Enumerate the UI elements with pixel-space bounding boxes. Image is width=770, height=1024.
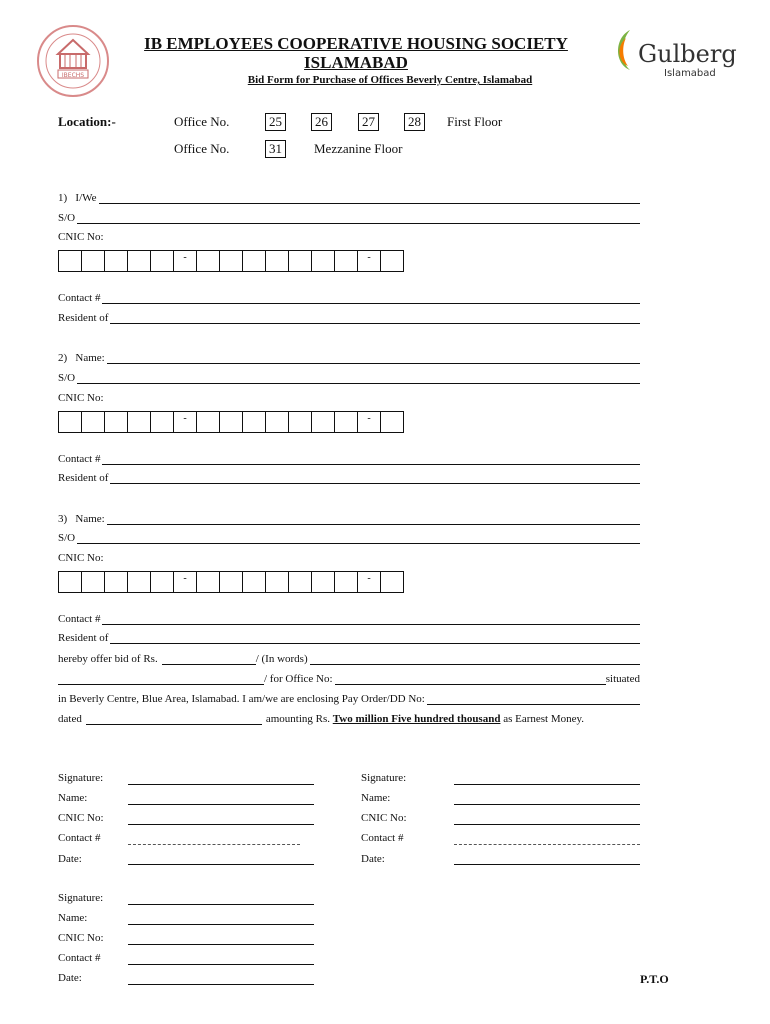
sig-1-date-field[interactable] bbox=[128, 863, 314, 865]
sig-3-date-field[interactable] bbox=[128, 983, 314, 985]
earnest-amount: Two million Five hundred thousand bbox=[332, 713, 501, 725]
bidder-2-cnic-label: CNIC No: bbox=[58, 392, 104, 404]
sig-3-date-label: Date: bbox=[58, 972, 82, 984]
bid-amount-field[interactable] bbox=[162, 654, 256, 665]
bidder-2-contact-field[interactable]: Contact # bbox=[58, 453, 640, 465]
sig-1-contact-field[interactable] bbox=[128, 843, 300, 845]
sig-3-cnic-label: CNIC No: bbox=[58, 932, 104, 944]
bidder-2-resident-field[interactable]: Resident of bbox=[58, 472, 640, 484]
bidder-3-resident-field[interactable]: Resident of bbox=[58, 632, 640, 644]
office-no-label: Office No. bbox=[174, 114, 230, 129]
sig-2-label: Signature: bbox=[361, 772, 407, 784]
sig-3-label: Signature: bbox=[58, 892, 104, 904]
sig-3-signature-field[interactable] bbox=[128, 903, 314, 905]
bidder-1-cnic-label: CNIC No: bbox=[58, 231, 104, 243]
location-label: Location:- bbox=[58, 114, 116, 129]
sig-3-cnic-field[interactable] bbox=[128, 943, 314, 945]
svg-text:IBECHS: IBECHS bbox=[61, 72, 85, 79]
page-turn-over: P.T.O bbox=[640, 972, 669, 986]
bidder-3-cnic-label: CNIC No: bbox=[58, 552, 104, 564]
bidder-1-contact-field[interactable]: Contact # bbox=[58, 292, 640, 304]
sig-2-cnic-label: CNIC No: bbox=[361, 812, 407, 824]
form-subtitle: Bid Form for Purchase of Offices Beverly Centre, Islamabad bbox=[247, 74, 533, 86]
office-box-28[interactable]: 28 bbox=[404, 113, 425, 131]
sig-2-name-field[interactable] bbox=[454, 803, 640, 805]
sig-2-contact-label: Contact # bbox=[361, 832, 404, 844]
bidder-2-so-field[interactable]: S/O bbox=[58, 372, 640, 384]
sig-2-date-label: Date: bbox=[361, 853, 385, 865]
sig-2-cnic-field[interactable] bbox=[454, 823, 640, 825]
bidder-3-so-field[interactable]: S/O bbox=[58, 532, 640, 544]
sig-1-name-label: Name: bbox=[58, 792, 88, 804]
sig-3-contact-field[interactable] bbox=[128, 963, 314, 965]
offer-line-4: dated amounting Rs. Two million Five hundred thousand as Earnest Money. bbox=[58, 713, 585, 725]
first-floor-label: First Floor bbox=[447, 114, 503, 129]
dated-field[interactable] bbox=[86, 714, 262, 725]
bidder-1-name-field[interactable]: 1) I/We bbox=[58, 192, 640, 204]
offer-line-2: / for Office No: situated bbox=[58, 673, 640, 685]
mezzanine-floor-label: Mezzanine Floor bbox=[314, 141, 403, 156]
svg-text:Islamabad: Islamabad bbox=[664, 68, 716, 79]
form-title bbox=[118, 34, 594, 72]
bidder-3-cnic-boxes[interactable]: - - bbox=[58, 571, 404, 593]
sig-2-signature-field[interactable] bbox=[454, 783, 640, 785]
svg-text:Gulberg: Gulberg bbox=[638, 40, 737, 68]
sig-3-contact-label: Contact # bbox=[58, 952, 101, 964]
bidder-3-contact-field[interactable]: Contact # bbox=[58, 613, 640, 625]
office-no-field[interactable] bbox=[335, 674, 606, 685]
title-line-2: ISLAMABAD bbox=[304, 53, 408, 72]
sig-2-name-label: Name: bbox=[361, 792, 391, 804]
sig-2-date-field[interactable] bbox=[454, 863, 640, 865]
sig-1-contact-label: Contact # bbox=[58, 832, 101, 844]
sig-3-name-field[interactable] bbox=[128, 923, 314, 925]
office-box-25[interactable]: 25 bbox=[265, 113, 286, 131]
sig-1-signature-field[interactable] bbox=[128, 783, 314, 785]
bidder-3-name-field[interactable]: 3) Name: bbox=[58, 513, 640, 525]
office-no-label-2: Office No. bbox=[174, 141, 230, 156]
bidder-1-resident-field[interactable]: Resident of bbox=[58, 312, 640, 324]
society-logo bbox=[36, 24, 110, 98]
bid-words-continued-field[interactable] bbox=[58, 674, 264, 685]
gulberg-logo bbox=[608, 24, 738, 80]
sig-1-name-field[interactable] bbox=[128, 803, 314, 805]
bidder-2-cnic-boxes[interactable]: - - bbox=[58, 411, 404, 433]
sig-1-label: Signature: bbox=[58, 772, 104, 784]
bid-in-words-field[interactable] bbox=[310, 654, 640, 665]
sig-3-name-label: Name: bbox=[58, 912, 88, 924]
sig-1-cnic-field[interactable] bbox=[128, 823, 314, 825]
bidder-2-name-field[interactable]: 2) Name: bbox=[58, 352, 640, 364]
sig-1-cnic-label: CNIC No: bbox=[58, 812, 104, 824]
sig-1-date-label: Date: bbox=[58, 853, 82, 865]
pay-order-field[interactable] bbox=[427, 694, 640, 705]
offer-line-3: in Beverly Centre, Blue Area, Islamabad. I am/we are enclosing Pay Order/DD No: bbox=[58, 693, 640, 705]
offer-line-1: hereby offer bid of Rs. / (In words) bbox=[58, 653, 640, 665]
bidder-1-so-field[interactable]: S/O bbox=[58, 212, 640, 224]
office-box-27[interactable]: 27 bbox=[358, 113, 379, 131]
sig-2-contact-field[interactable] bbox=[454, 843, 640, 845]
office-box-31[interactable]: 31 bbox=[265, 140, 286, 158]
bidder-1-cnic-boxes[interactable]: - - bbox=[58, 250, 404, 272]
office-box-26[interactable]: 26 bbox=[311, 113, 332, 131]
title-line-1: IB EMPLOYEES COOPERATIVE HOUSING SOCIETY bbox=[144, 34, 568, 53]
